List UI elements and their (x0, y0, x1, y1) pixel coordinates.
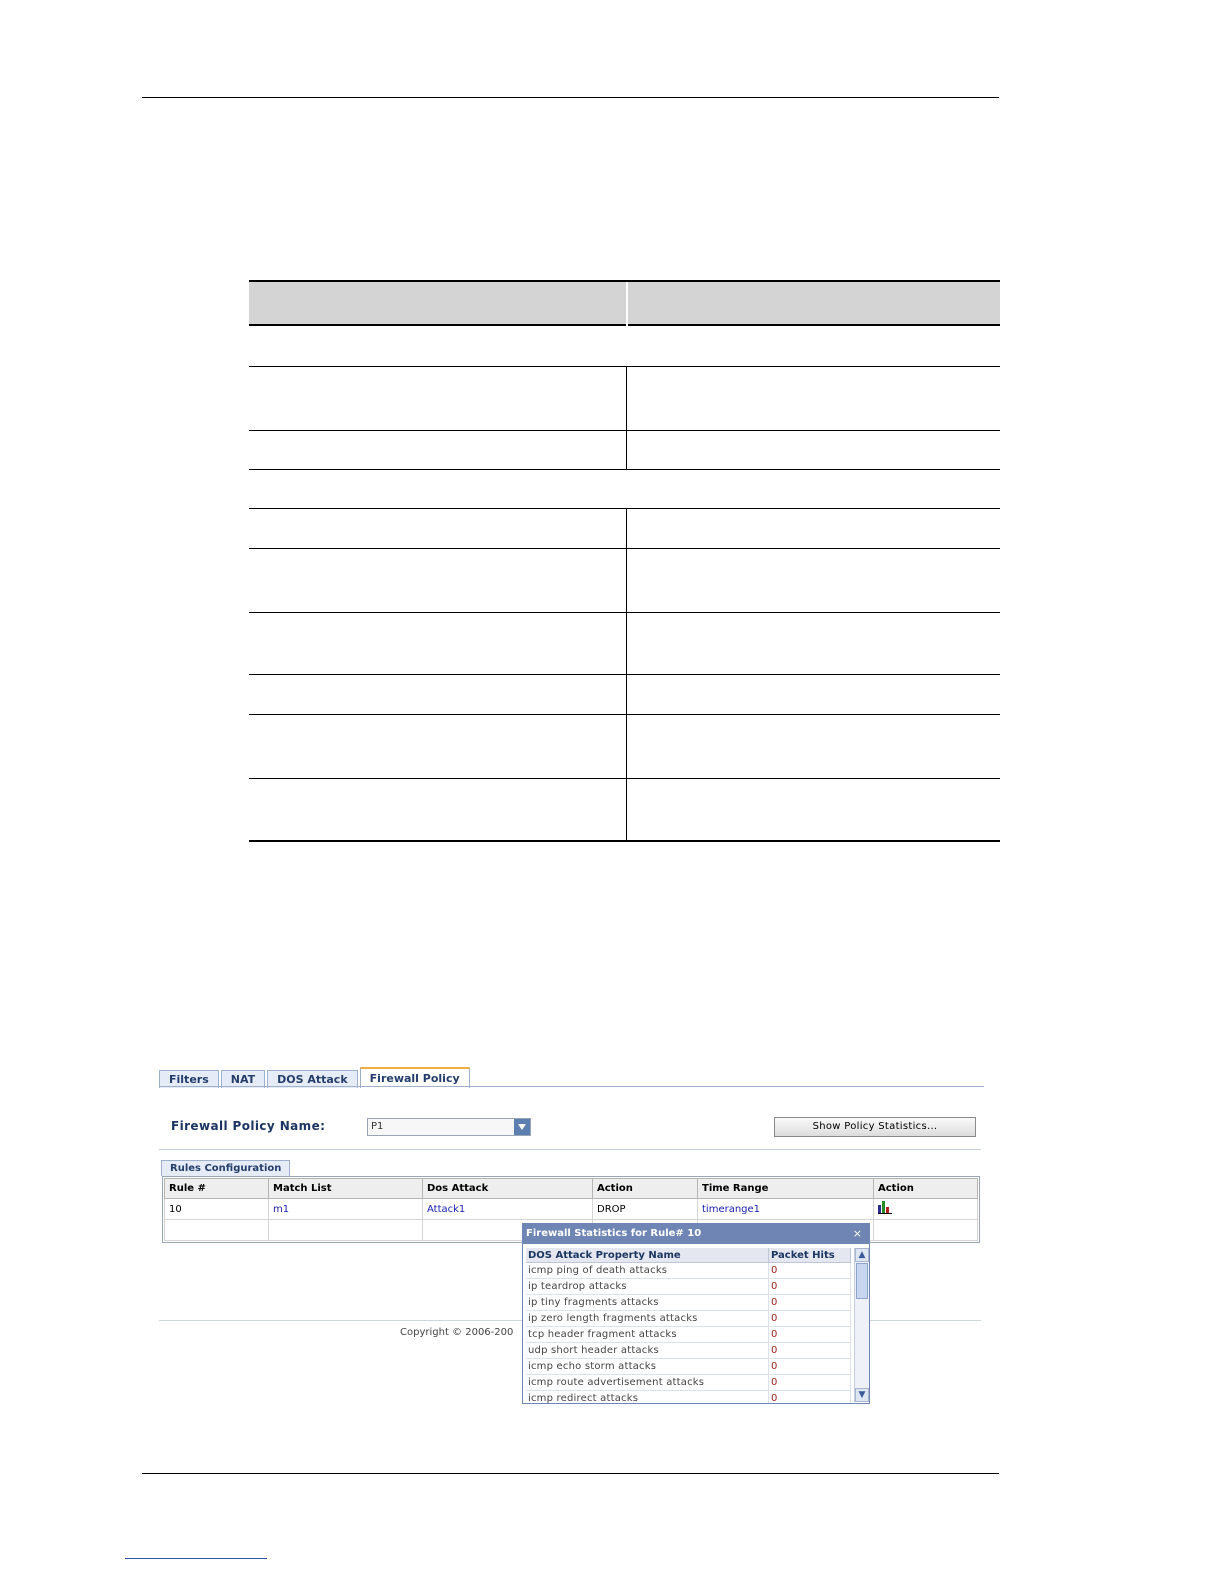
col-time-range: Time Range (698, 1179, 874, 1199)
packet-hits: 0 (769, 1343, 851, 1359)
chevron-down-icon[interactable] (514, 1119, 530, 1135)
popup-scrollbar[interactable] (854, 1248, 869, 1402)
match-list-link[interactable]: m1 (269, 1199, 423, 1220)
table-row (526, 1311, 851, 1327)
table-header (249, 280, 1000, 326)
statistics-table (526, 1248, 851, 1404)
footnote-rule (125, 1558, 267, 1559)
table-row-divider (249, 366, 1000, 367)
section-divider (159, 1149, 981, 1150)
property-name: icmp redirect attacks (526, 1391, 769, 1405)
bar-chart-icon[interactable] (878, 1201, 892, 1214)
table-row (526, 1295, 851, 1311)
firewall-ui-screenshot (156, 1062, 986, 1407)
packet-hits: 0 (769, 1375, 851, 1391)
property-name: udp short header attacks (526, 1343, 769, 1359)
property-name: icmp ping of death attacks (526, 1263, 769, 1279)
tab-dos-attack[interactable]: DOS Attack (267, 1070, 358, 1088)
rules-table-header (165, 1179, 978, 1199)
close-icon[interactable]: × (852, 1227, 862, 1240)
tab-nat[interactable]: NAT (221, 1070, 265, 1088)
empty-cell (874, 1220, 978, 1241)
packet-hits: 0 (769, 1391, 851, 1405)
column-divider (626, 366, 627, 430)
tab-bar-underline (159, 1086, 984, 1087)
column-divider (626, 430, 627, 469)
table-row (526, 1343, 851, 1359)
table-row-divider (249, 548, 1000, 549)
table-row (526, 1359, 851, 1375)
time-range-link[interactable]: timerange1 (698, 1199, 874, 1220)
table-row (526, 1279, 851, 1295)
packet-hits: 0 (769, 1359, 851, 1375)
dos-attack-link[interactable]: Attack1 (423, 1199, 593, 1220)
col-match-list: Match List (269, 1179, 423, 1199)
table-row (526, 1375, 851, 1391)
copyright-text: Copyright © 2006-200 (400, 1327, 514, 1338)
firewall-statistics-popup (522, 1223, 870, 1404)
stats-action-cell (874, 1199, 978, 1220)
table-bottom-rule (249, 840, 1000, 842)
header-divider (626, 282, 628, 328)
tab-firewall-policy[interactable]: Firewall Policy (360, 1067, 470, 1088)
page-footer-rule (142, 1473, 999, 1474)
table-row-divider (249, 612, 1000, 613)
empty-cell (165, 1220, 269, 1241)
col-rule-number: Rule # (165, 1179, 269, 1199)
policy-name-select[interactable] (367, 1118, 531, 1136)
policy-name-value: P1 (371, 1121, 384, 1132)
rule-number-cell: 10 (165, 1199, 269, 1220)
tab-bar (159, 1067, 470, 1087)
table-row-divider (249, 714, 1000, 715)
property-name: ip tiny fragments attacks (526, 1295, 769, 1311)
table-row-divider (249, 508, 1000, 509)
table-row-divider (249, 778, 1000, 779)
col-stats-action: Action (874, 1179, 978, 1199)
table-row-divider (249, 469, 1000, 470)
property-name: ip teardrop attacks (526, 1279, 769, 1295)
packet-hits: 0 (769, 1295, 851, 1311)
popup-title-bar (523, 1224, 869, 1244)
property-name: icmp echo storm attacks (526, 1359, 769, 1375)
table-row (526, 1263, 851, 1279)
scrollbar-thumb[interactable] (856, 1263, 868, 1299)
property-name: tcp header fragment attacks (526, 1327, 769, 1343)
action-cell: DROP (593, 1199, 698, 1220)
table-row-divider (249, 674, 1000, 675)
packet-hits: 0 (769, 1311, 851, 1327)
property-name: icmp route advertisement attacks (526, 1375, 769, 1391)
packet-hits: 0 (769, 1327, 851, 1343)
col-packet-hits: Packet Hits (769, 1248, 851, 1263)
packet-hits: 0 (769, 1279, 851, 1295)
col-action: Action (593, 1179, 698, 1199)
chevron-down-icon[interactable]: ▼ (855, 1388, 869, 1402)
table-row-divider (249, 430, 1000, 431)
table-row (526, 1327, 851, 1343)
table-row (165, 1199, 978, 1220)
show-policy-statistics-button[interactable]: Show Policy Statistics... (774, 1117, 976, 1137)
packet-hits: 0 (769, 1263, 851, 1279)
policy-name-label: Firewall Policy Name: (171, 1119, 326, 1133)
statistics-table-header (526, 1248, 851, 1263)
chevron-up-icon[interactable]: ▲ (855, 1248, 869, 1262)
tab-filters[interactable]: Filters (159, 1070, 219, 1088)
table-row (526, 1391, 851, 1405)
col-property-name: DOS Attack Property Name (526, 1248, 769, 1263)
property-name: ip zero length fragments attacks (526, 1311, 769, 1327)
col-dos-attack: Dos Attack (423, 1179, 593, 1199)
popup-title: Firewall Statistics for Rule# 10 (526, 1228, 702, 1239)
empty-cell (269, 1220, 423, 1241)
rules-configuration-tab: Rules Configuration (161, 1160, 290, 1176)
page-header-rule (142, 97, 999, 98)
